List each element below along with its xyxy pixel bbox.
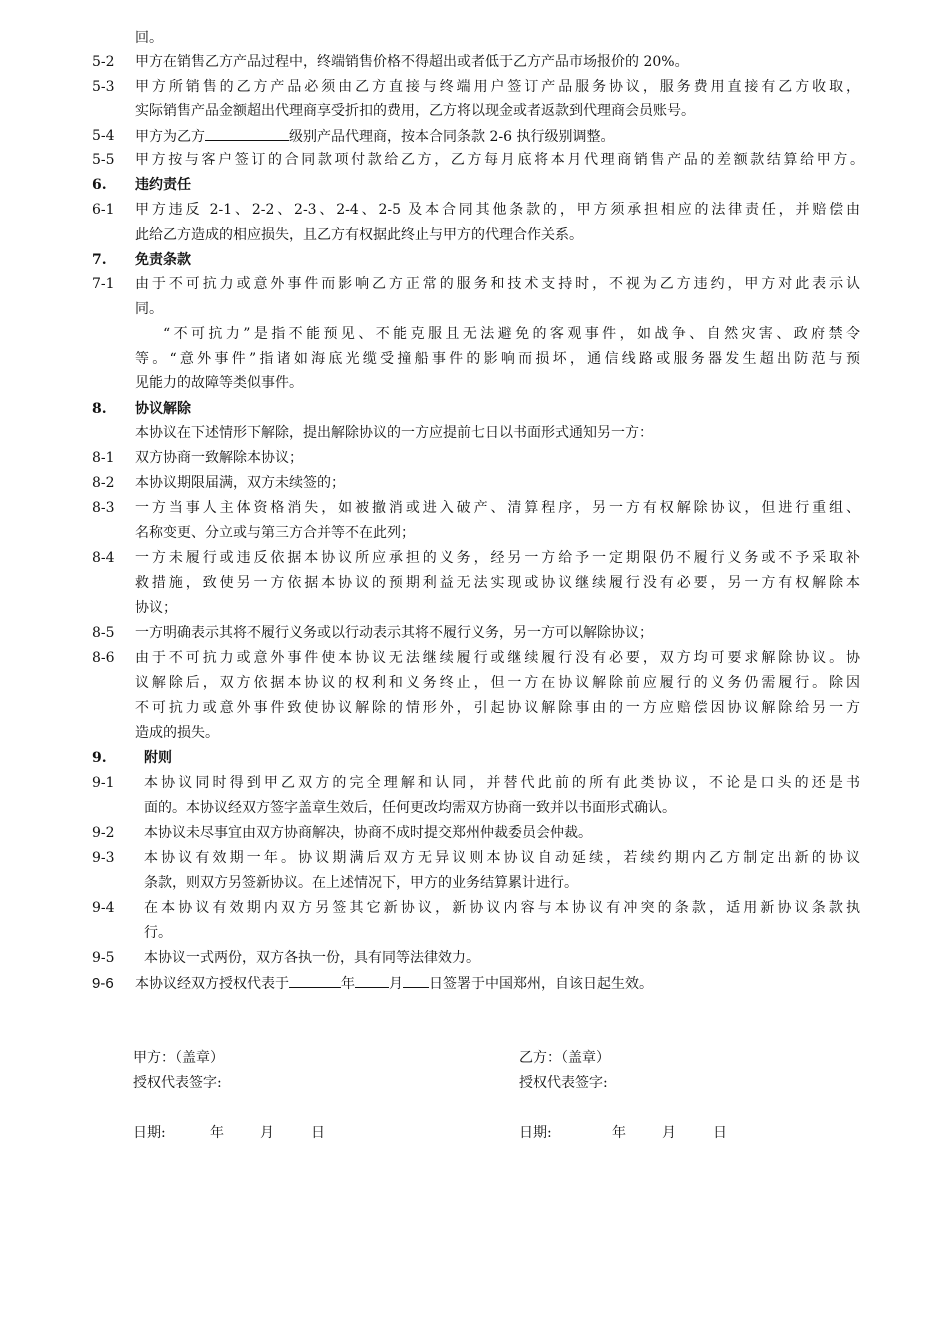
clause-text: 本协议一式两份，双方各执一份，具有同等法律效力。 (144, 950, 480, 966)
clause-8-2 (0, 471, 950, 496)
clause-9-4 (0, 896, 950, 921)
party-a-date-month: 月 (260, 1125, 274, 1141)
clause-5-5 (0, 148, 950, 173)
clause-number: 5-5 (92, 152, 115, 168)
clause-text: 本协议期限届满，双方未续签的； (135, 475, 345, 491)
clause-8-4 (0, 546, 950, 571)
clause-text: 造成的损失。 (135, 725, 219, 741)
party-a-rep-signature-label: 授权代表签字: (133, 1075, 222, 1091)
clause-text: 行。 (144, 925, 172, 941)
month-label: 月 (389, 976, 403, 992)
clause-text: 在本协议有效期内双方另签其它新协议，新协议内容与本协议有冲突的条款，适用新协议条款执 (144, 900, 860, 916)
clause-9-1 (0, 771, 950, 796)
clause-text: 由于不可抗力或意外事件使本协议无法继续履行或继续履行没有必要，双方均可要求解除协议。协 (135, 650, 860, 666)
clause-8-1 (0, 446, 950, 471)
fill-blank-day (403, 971, 429, 988)
clause-number: 5-2 (92, 54, 115, 70)
party-b-date-label: 日期: (519, 1125, 552, 1141)
clause-text: 面的。本协议经双方签字盖章生效后，任何更改均需双方协商一致并以书面形式确认。 (144, 800, 676, 816)
section-number: 8. (92, 401, 107, 417)
clause-6-1 (0, 198, 950, 223)
clause-number: 8-2 (92, 475, 115, 491)
party-a-seal-label: 甲方：（盖章） (133, 1050, 224, 1066)
clause-text: 不可抗力或意外事件致使协议解除的情形外，引起协议解除事由的一方应赔偿因协议解除给另一方 (135, 700, 860, 716)
clause-number: 9-5 (92, 950, 115, 966)
party-b-date-month: 月 (662, 1125, 676, 1141)
section-title: 附则 (144, 750, 172, 766)
party-b-date-year: 年 (612, 1125, 626, 1141)
clause-5-3 (0, 75, 950, 100)
clause-text: 等。“意外事件”指诸如海底光缆受撞船事件的影响而损坏，通信线路或服务器发生超出防范与预 (135, 351, 860, 367)
clause-line (0, 347, 950, 372)
clause-text: 甲方违反 2-1、2-2、2-3、2-4、2-5 及本合同其他条款的，甲方须承担相应的法律责任，并赔偿由 (135, 202, 860, 218)
clause-line (0, 571, 950, 596)
clause-text-after-blank: 级别产品代理商，按本合同条款 2-6 执行级别调整。 (289, 129, 615, 145)
party-a-date-year: 年 (210, 1125, 224, 1141)
clause-line (0, 596, 950, 621)
clause-line (0, 297, 950, 322)
clause-line (0, 26, 950, 51)
clause-text: 协议； (135, 600, 177, 616)
clause-number: 6-1 (92, 202, 115, 218)
year-label: 年 (341, 976, 355, 992)
clause-text: 议解除后，双方依据本协议的权利和义务终止，但一方在协议解除前应履行的义务仍需履行。除因 (135, 675, 860, 691)
clause-text: 回。 (135, 30, 163, 46)
clause-text: 本协议有效期一年。协议期满后双方无异议则本协议自动延续，若续约期内乙方制定出新的协议 (144, 850, 860, 866)
clause-5-2 (0, 50, 950, 75)
clause-text: 一方当事人主体资格消失，如被撤消或进入破产、清算程序，另一方有权解除协议，但进行重组、 (135, 500, 860, 516)
clause-line (0, 521, 950, 546)
clause-text: 名称变更、分立或与第三方合并等不在此列； (135, 525, 415, 541)
party-b-rep-signature-label: 授权代表签字: (519, 1075, 608, 1091)
clause-text: 见能力的故障等类似事件。 (135, 375, 303, 391)
clause-text-part-a: 本协议经双方授权代表于 (135, 976, 289, 992)
section-title: 违约责任 (135, 177, 191, 193)
clause-text-before-blank: 甲方为乙方 (135, 129, 205, 145)
clause-text-part-d: 日签署于中国郑州，自该日起生效。 (429, 976, 653, 992)
section-number: 9. (92, 750, 107, 766)
clause-text: 实际销售产品金额超出代理商享受折扣的费用，乙方将以现金或者返款到代理商会员账号。 (135, 103, 695, 119)
clause-text: 由于不可抗力或意外事件而影响乙方正常的服务和技术支持时，不视为乙方违约，甲方对此表示认 (135, 276, 860, 292)
section-heading-9 (0, 746, 950, 771)
clause-line (0, 322, 950, 347)
section-number: 7. (92, 252, 107, 268)
fill-blank-month (355, 971, 389, 988)
clause-line (0, 421, 950, 446)
fill-blank-level (205, 124, 289, 141)
clause-number: 9-2 (92, 825, 115, 841)
clause-8-3 (0, 496, 950, 521)
section-title: 协议解除 (135, 401, 191, 417)
section-heading-6 (0, 173, 950, 198)
clause-7-1 (0, 272, 950, 297)
clause-text: 本协议未尽事宜由双方协商解决，协商不成时提交郑州仲裁委员会仲裁。 (144, 825, 592, 841)
clause-number: 9-1 (92, 775, 115, 791)
clause-8-6 (0, 646, 950, 671)
clause-line (0, 223, 950, 248)
clause-text: “不可抗力”是指不能预见、不能克服且无法避免的客观事件，如战争、自然灾害、政府禁令 (163, 326, 860, 342)
clause-text: 甲方按与客户签订的合同款项付款给乙方，乙方每月底将本月代理商销售产品的差额款结算给甲方。 (135, 152, 864, 168)
clause-text: 一方明确表示其将不履行义务或以行动表示其将不履行义务，另一方可以解除协议； (135, 625, 653, 641)
clause-9-2 (0, 821, 950, 846)
clause-number: 9-3 (92, 850, 115, 866)
section-heading-7 (0, 248, 950, 273)
clause-number: 5-3 (92, 79, 115, 95)
clause-9-5 (0, 946, 950, 971)
clause-text: 本协议在下述情形下解除，提出解除协议的一方应提前七日以书面形式通知另一方： (135, 425, 653, 441)
clause-line (0, 371, 950, 396)
clause-5-4 (0, 124, 950, 149)
fill-blank-year (289, 971, 341, 988)
clause-9-3 (0, 846, 950, 871)
party-b-seal-label: 乙方：（盖章） (519, 1050, 610, 1066)
clause-text: 同。 (135, 301, 163, 317)
clause-text (135, 971, 860, 997)
clause-text (135, 124, 860, 150)
clause-text: 一方未履行或违反依据本协议所应承担的义务，经另一方给予一定期限仍不履行义务或不予采取补 (135, 550, 860, 566)
party-a-date-day: 日 (311, 1125, 325, 1141)
clause-line (0, 921, 950, 946)
clause-number: 8-6 (92, 650, 115, 666)
clause-number: 8-3 (92, 500, 115, 516)
section-number: 6. (92, 177, 107, 193)
clause-number: 5-4 (92, 128, 115, 144)
party-b-date-day: 日 (713, 1125, 727, 1141)
section-title: 免责条款 (135, 252, 191, 268)
clause-number: 8-1 (92, 450, 115, 466)
clause-line (0, 671, 950, 696)
clause-number: 9-4 (92, 900, 115, 916)
clause-text: 甲方在销售乙方产品过程中，终端销售价格不得超出或者低于乙方产品市场报价的 20%。 (135, 54, 689, 70)
clause-text: 本协议同时得到甲乙双方的完全理解和认同，并替代此前的所有此类协议，不论是口头的还是书 (144, 775, 860, 791)
clause-line (0, 871, 950, 896)
clause-line (0, 99, 950, 124)
clause-text: 双方协商一致解除本协议； (135, 450, 303, 466)
clause-text: 此给乙方造成的相应损失，且乙方有权据此终止与甲方的代理合作关系。 (135, 227, 583, 243)
clause-9-6 (0, 971, 950, 996)
clause-number: 9-6 (92, 975, 114, 992)
section-heading-8 (0, 397, 950, 422)
clause-line (0, 696, 950, 721)
clause-text: 条款，则双方另签新协议。在上述情况下，甲方的业务结算累计进行。 (144, 875, 578, 891)
party-a-date-label: 日期: (133, 1125, 166, 1141)
clause-number: 7-1 (92, 276, 115, 292)
clause-line (0, 721, 950, 746)
clause-text: 甲方所销售的乙方产品必须由乙方直接与终端用户签订产品服务协议，服务费用直接有乙方收取， (135, 79, 860, 95)
clause-number: 8-4 (92, 550, 115, 566)
clause-number: 8-5 (92, 625, 115, 641)
clause-text: 救措施，致使另一方依据本协议的预期利益无法实现或协议继续履行没有必要，另一方有权解除本 (135, 575, 860, 591)
clause-line (0, 796, 950, 821)
clause-8-5 (0, 621, 950, 646)
